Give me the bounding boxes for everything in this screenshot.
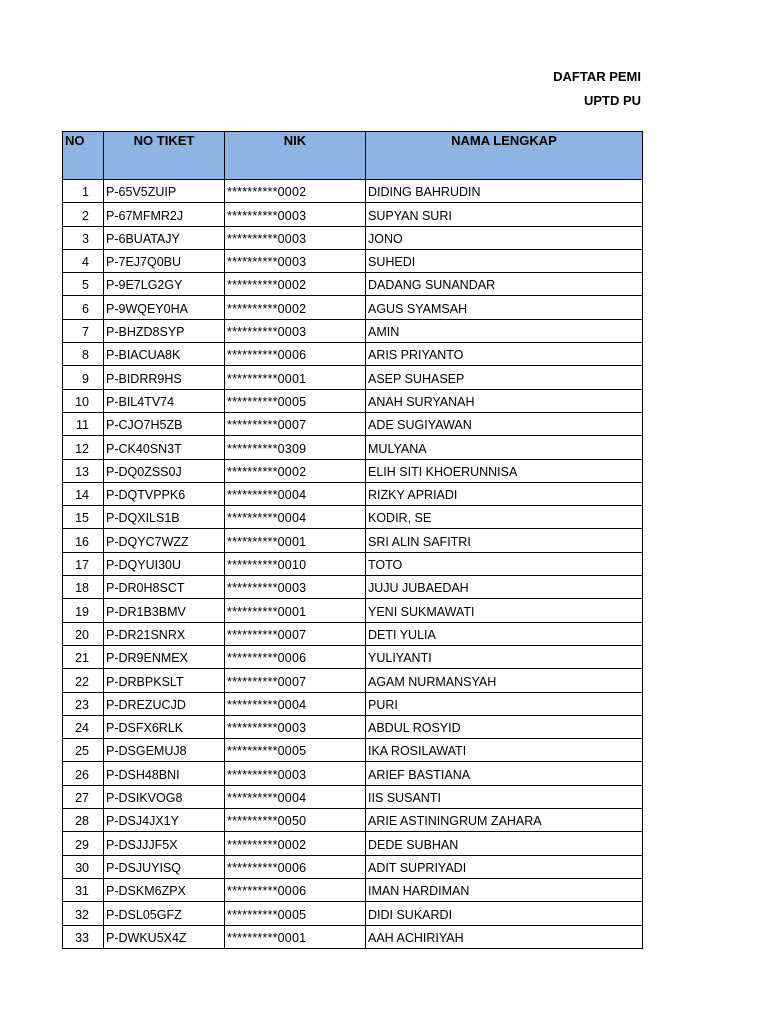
cell-nama-lengkap: YULIYANTI (366, 645, 643, 668)
cell-nama-lengkap: SUHEDI (366, 249, 643, 272)
cell-no: 23 (63, 692, 104, 715)
cell-nik: **********0003 (225, 226, 366, 249)
cell-no-tiket: P-DR0H8SCT (104, 576, 225, 599)
cell-nik: **********0006 (225, 878, 366, 901)
cell-nama-lengkap: AAH ACHIRIYAH (366, 925, 643, 948)
table-row (63, 273, 643, 296)
column-header-no: NO (63, 132, 104, 180)
cell-no-tiket: P-DRBPKSLT (104, 669, 225, 692)
cell-nik: **********0007 (225, 622, 366, 645)
cell-nik: **********0006 (225, 645, 366, 668)
cell-nama-lengkap: ABDUL ROSYID (366, 715, 643, 738)
table-row (63, 226, 643, 249)
cell-no-tiket: P-9WQEY0HA (104, 296, 225, 319)
cell-no-tiket: P-DQTVPPK6 (104, 482, 225, 505)
table-row (63, 529, 643, 552)
table-row (63, 762, 643, 785)
cell-nama-lengkap: DADANG SUNANDAR (366, 273, 643, 296)
table-row (63, 319, 643, 342)
cell-no-tiket: P-CK40SN3T (104, 436, 225, 459)
cell-no: 14 (63, 482, 104, 505)
cell-no: 17 (63, 552, 104, 575)
cell-nik: **********0001 (225, 599, 366, 622)
cell-nama-lengkap: ARIS PRIYANTO (366, 343, 643, 366)
table-row (63, 692, 643, 715)
cell-no-tiket: P-DR9ENMEX (104, 645, 225, 668)
cell-no-tiket: P-DSL05GFZ (104, 902, 225, 925)
cell-no-tiket: P-BIL4TV74 (104, 389, 225, 412)
cell-nama-lengkap: JONO (366, 226, 643, 249)
cell-nik: **********0007 (225, 669, 366, 692)
cell-no: 25 (63, 739, 104, 762)
cell-nik: **********0005 (225, 739, 366, 762)
table-row (63, 878, 643, 901)
cell-no-tiket: P-DQ0ZSS0J (104, 459, 225, 482)
cell-nama-lengkap: AGUS SYAMSAH (366, 296, 643, 319)
cell-no: 1 (63, 180, 104, 203)
cell-no: 15 (63, 506, 104, 529)
table-row (63, 739, 643, 762)
table-row (63, 599, 643, 622)
cell-no-tiket: P-BIACUA8K (104, 343, 225, 366)
cell-no: 21 (63, 645, 104, 668)
cell-no: 31 (63, 878, 104, 901)
cell-no-tiket: P-67MFMR2J (104, 203, 225, 226)
cell-nik: **********0007 (225, 412, 366, 435)
cell-nama-lengkap: DIDING BAHRUDIN (366, 180, 643, 203)
cell-no-tiket: P-DR21SNRX (104, 622, 225, 645)
cell-nik: **********0004 (225, 506, 366, 529)
cell-no-tiket: P-7EJ7Q0BU (104, 249, 225, 272)
cell-nik: **********0002 (225, 180, 366, 203)
table-row (63, 669, 643, 692)
cell-nik: **********0006 (225, 343, 366, 366)
cell-nama-lengkap: ARIE ASTININGRUM ZAHARA (366, 809, 643, 832)
table-row (63, 576, 643, 599)
cell-nik: **********0002 (225, 459, 366, 482)
cell-nik: **********0006 (225, 855, 366, 878)
table-header (63, 132, 643, 180)
cell-nik: **********0004 (225, 482, 366, 505)
table-row (63, 203, 643, 226)
cell-no-tiket: P-DREZUCJD (104, 692, 225, 715)
cell-no: 12 (63, 436, 104, 459)
cell-nik: **********0002 (225, 296, 366, 319)
cell-no-tiket: P-DSJUYISQ (104, 855, 225, 878)
table-row (63, 412, 643, 435)
table-row (63, 902, 643, 925)
cell-no: 28 (63, 809, 104, 832)
cell-no: 10 (63, 389, 104, 412)
cell-nama-lengkap: JUJU JUBAEDAH (366, 576, 643, 599)
cell-nama-lengkap: RIZKY APRIADI (366, 482, 643, 505)
cell-nama-lengkap: IIS SUSANTI (366, 785, 643, 808)
cell-nama-lengkap: KODIR, SE (366, 506, 643, 529)
cell-no: 7 (63, 319, 104, 342)
header-row (63, 132, 643, 180)
cell-no: 19 (63, 599, 104, 622)
cell-nik: **********0004 (225, 785, 366, 808)
cell-no: 32 (63, 902, 104, 925)
column-header-nik: NIK (225, 132, 366, 180)
column-header-nama-lengkap: NAMA LENGKAP (366, 132, 643, 180)
cell-no: 9 (63, 366, 104, 389)
cell-no-tiket: P-DR1B3BMV (104, 599, 225, 622)
table-row (63, 249, 643, 272)
cell-nik: **********0010 (225, 552, 366, 575)
cell-no: 24 (63, 715, 104, 738)
cell-nik: **********0004 (225, 692, 366, 715)
cell-nik: **********0005 (225, 389, 366, 412)
cell-no: 16 (63, 529, 104, 552)
cell-nama-lengkap: DEDE SUBHAN (366, 832, 643, 855)
cell-no-tiket: P-BIDRR9HS (104, 366, 225, 389)
cell-no-tiket: P-DSH48BNI (104, 762, 225, 785)
table-row (63, 622, 643, 645)
table-row (63, 552, 643, 575)
table-row (63, 785, 643, 808)
cell-nama-lengkap: ADIT SUPRIYADI (366, 855, 643, 878)
table-row (63, 389, 643, 412)
cell-nama-lengkap: SRI ALIN SAFITRI (366, 529, 643, 552)
cell-no: 20 (63, 622, 104, 645)
cell-no: 33 (63, 925, 104, 948)
table-row (63, 809, 643, 832)
cell-nama-lengkap: AGAM NURMANSYAH (366, 669, 643, 692)
cell-nama-lengkap: DETI YULIA (366, 622, 643, 645)
cell-no-tiket: P-DSJ4JX1Y (104, 809, 225, 832)
cell-nama-lengkap: IMAN HARDIMAN (366, 878, 643, 901)
cell-nama-lengkap: ANAH SURYANAH (366, 389, 643, 412)
table-row (63, 715, 643, 738)
cell-no: 6 (63, 296, 104, 319)
cell-no-tiket: P-BHZD8SYP (104, 319, 225, 342)
cell-no: 27 (63, 785, 104, 808)
cell-no-tiket: P-9E7LG2GY (104, 273, 225, 296)
cell-nik: **********0003 (225, 249, 366, 272)
cell-nama-lengkap: DIDI SUKARDI (366, 902, 643, 925)
document-title: DAFTAR PEMI (553, 69, 641, 84)
table-row (63, 506, 643, 529)
table-row (63, 855, 643, 878)
table-row (63, 482, 643, 505)
table-row (63, 436, 643, 459)
cell-no-tiket: P-6BUATAJY (104, 226, 225, 249)
cell-nik: **********0001 (225, 529, 366, 552)
cell-nama-lengkap: IKA ROSILAWATI (366, 739, 643, 762)
cell-nik: **********0003 (225, 319, 366, 342)
cell-no: 8 (63, 343, 104, 366)
cell-no: 5 (63, 273, 104, 296)
cell-no-tiket: P-DQYUI30U (104, 552, 225, 575)
cell-nama-lengkap: PURI (366, 692, 643, 715)
cell-no-tiket: P-DQXILS1B (104, 506, 225, 529)
cell-nik: **********0005 (225, 902, 366, 925)
cell-nik: **********0003 (225, 715, 366, 738)
table-row (63, 366, 643, 389)
cell-no: 3 (63, 226, 104, 249)
cell-nama-lengkap: YENI SUKMAWATI (366, 599, 643, 622)
cell-nama-lengkap: SUPYAN SURI (366, 203, 643, 226)
cell-nama-lengkap: ADE SUGIYAWAN (366, 412, 643, 435)
cell-nik: **********0002 (225, 832, 366, 855)
cell-nik: **********0001 (225, 366, 366, 389)
table-row (63, 459, 643, 482)
cell-nik: **********0309 (225, 436, 366, 459)
cell-nik: **********0002 (225, 273, 366, 296)
participant-table (62, 131, 643, 949)
cell-no-tiket: P-DSFX6RLK (104, 715, 225, 738)
table-row (63, 180, 643, 203)
cell-nama-lengkap: TOTO (366, 552, 643, 575)
cell-nik: **********0050 (225, 809, 366, 832)
cell-nama-lengkap: AMIN (366, 319, 643, 342)
cell-no-tiket: P-DWKU5X4Z (104, 925, 225, 948)
cell-no-tiket: P-DSIKVOG8 (104, 785, 225, 808)
document-subtitle: UPTD PU (583, 93, 641, 108)
cell-nama-lengkap: ARIEF BASTIANA (366, 762, 643, 785)
table-row (63, 343, 643, 366)
table-body (63, 180, 643, 949)
table-row (63, 832, 643, 855)
cell-no: 18 (63, 576, 104, 599)
table-row (63, 925, 643, 948)
cell-no-tiket: P-DSKM6ZPX (104, 878, 225, 901)
cell-no: 30 (63, 855, 104, 878)
cell-no: 13 (63, 459, 104, 482)
cell-nama-lengkap: ASEP SUHASEP (366, 366, 643, 389)
cell-no: 2 (63, 203, 104, 226)
cell-no: 4 (63, 249, 104, 272)
cell-nik: **********0001 (225, 925, 366, 948)
table-row (63, 296, 643, 319)
cell-no: 29 (63, 832, 104, 855)
cell-no: 22 (63, 669, 104, 692)
table-row (63, 645, 643, 668)
column-header-no-tiket: NO TIKET (104, 132, 225, 180)
cell-no-tiket: P-DSJJJF5X (104, 832, 225, 855)
cell-no-tiket: P-DQYC7WZZ (104, 529, 225, 552)
cell-nama-lengkap: ELIH SITI KHOERUNNISA (366, 459, 643, 482)
cell-no: 11 (63, 412, 104, 435)
cell-nik: **********0003 (225, 762, 366, 785)
cell-no: 26 (63, 762, 104, 785)
cell-nama-lengkap: MULYANA (366, 436, 643, 459)
cell-no-tiket: P-65V5ZUIP (104, 180, 225, 203)
cell-nik: **********0003 (225, 203, 366, 226)
cell-no-tiket: P-DSGEMUJ8 (104, 739, 225, 762)
cell-no-tiket: P-CJO7H5ZB (104, 412, 225, 435)
cell-nik: **********0003 (225, 576, 366, 599)
